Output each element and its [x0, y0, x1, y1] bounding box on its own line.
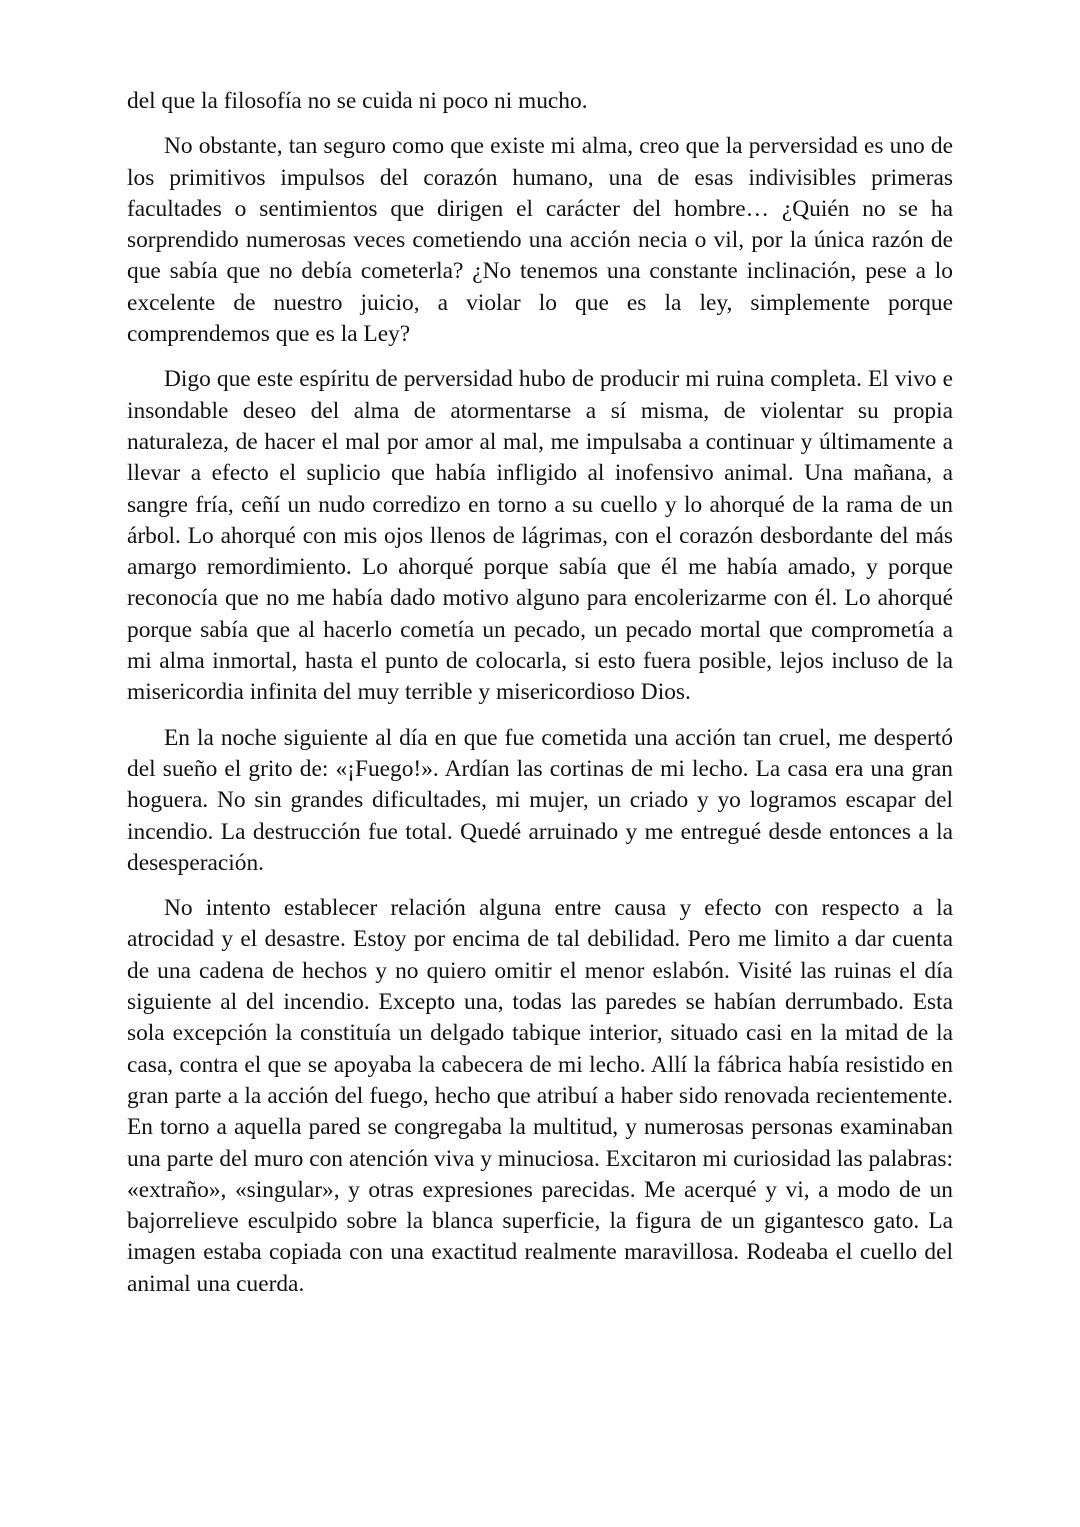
paragraph-fire: En la noche siguiente al día en que fue cometida una acción tan cruel, me despertó del sueño el grito de: «¡Fuego!». Ardían las cortinas de mi lecho. La casa era una gran hoguera. No sin grandes dificultades, mi mujer, un criado y yo logramos escapar del incendio. La destrucción fue total. Quedé arruinado y me entregué desde entonces a la desesperación.	[127, 724, 953, 876]
paragraph-hanging: Digo que este espíritu de perversidad hubo de producir mi ruina completa. El vivo e insondable deseo del alma de atormentarse a sí misma, de violentar su propia naturaleza, de hacer el mal por amor al mal, me impulsaba a continuar y últimamente a llevar a efecto el suplicio que había infligido al inofensivo animal. Una mañana, a sangre fría, ceñí un nudo corredizo en torno a su cuello y lo ahorqué de la rama de un árbol. Lo ahorqué con mis ojos llenos de lágrimas, con el corazón desbordante del más amargo remordimiento. Lo ahorqué porque sabía que él me había amado, y porque reconocía que no me había dado motivo alguno para encolerizarme con él. Lo ahorqué porque sabía que al hacerlo cometía un pecado, un pecado mortal que comprometía a mi alma inmortal, hasta el punto de colocarla, si esto fuera posible, lejos incluso de la misericordia infinita del muy terrible y misericordioso Dios.	[127, 366, 953, 706]
document-page	[127, 86, 953, 1314]
paragraph-continuation: del que la filosofía no se cuida ni poco ni mucho.	[127, 88, 588, 114]
paragraph-ruins: No intento establecer relación alguna entre causa y efecto con respecto a la atrocidad y el desastre. Estoy por encima de tal debilidad. Pero me limito a dar cuenta de una cadena de hechos y no quiero omitir el menor eslabón. Visité las ruinas el día siguiente al del incendio. Excepto una, todas las paredes se habían derrumbado. Esta sola excepción la constituía un delgado tabique interior, situado casi en la mitad de la casa, contra el que se apoyaba la cabecera de mi lecho. Allí la fábrica había resistido en gran parte a la acción del fuego, hecho que atribuí a haber sido renovada recientemente. En torno a aquella pared se congregaba la multitud, y numerosas personas examinaban una parte del muro con atención viva y minuciosa. Excitaron mi curiosidad las palabras: «extraño», «singular», y otras expresiones parecidas. Me acerqué y vi, a modo de un bajorrelieve esculpido sobre la blanca superficie, la figura de un gigantesco gato. La imagen estaba copiada con una exactitud realmente maravillosa. Rodeaba el cuello del animal una cuerda.	[127, 895, 953, 1297]
paragraph-perversity: No obstante, tan seguro como que existe mi alma, creo que la perversidad es uno de los primitivos impulsos del corazón humano, una de esas indivisibles primeras facultades o sentimientos que dirigen el carácter del hombre… ¿Quién no se ha sorprendido numerosas veces cometiendo una acción necia o vil, por la única razón de que sabía que no debía cometerla? ¿No tenemos una constante inclinación, pese a lo excelente de nuestro juicio, a violar lo que es la ley, simplemente porque comprendemos que es la Ley?	[127, 133, 953, 348]
